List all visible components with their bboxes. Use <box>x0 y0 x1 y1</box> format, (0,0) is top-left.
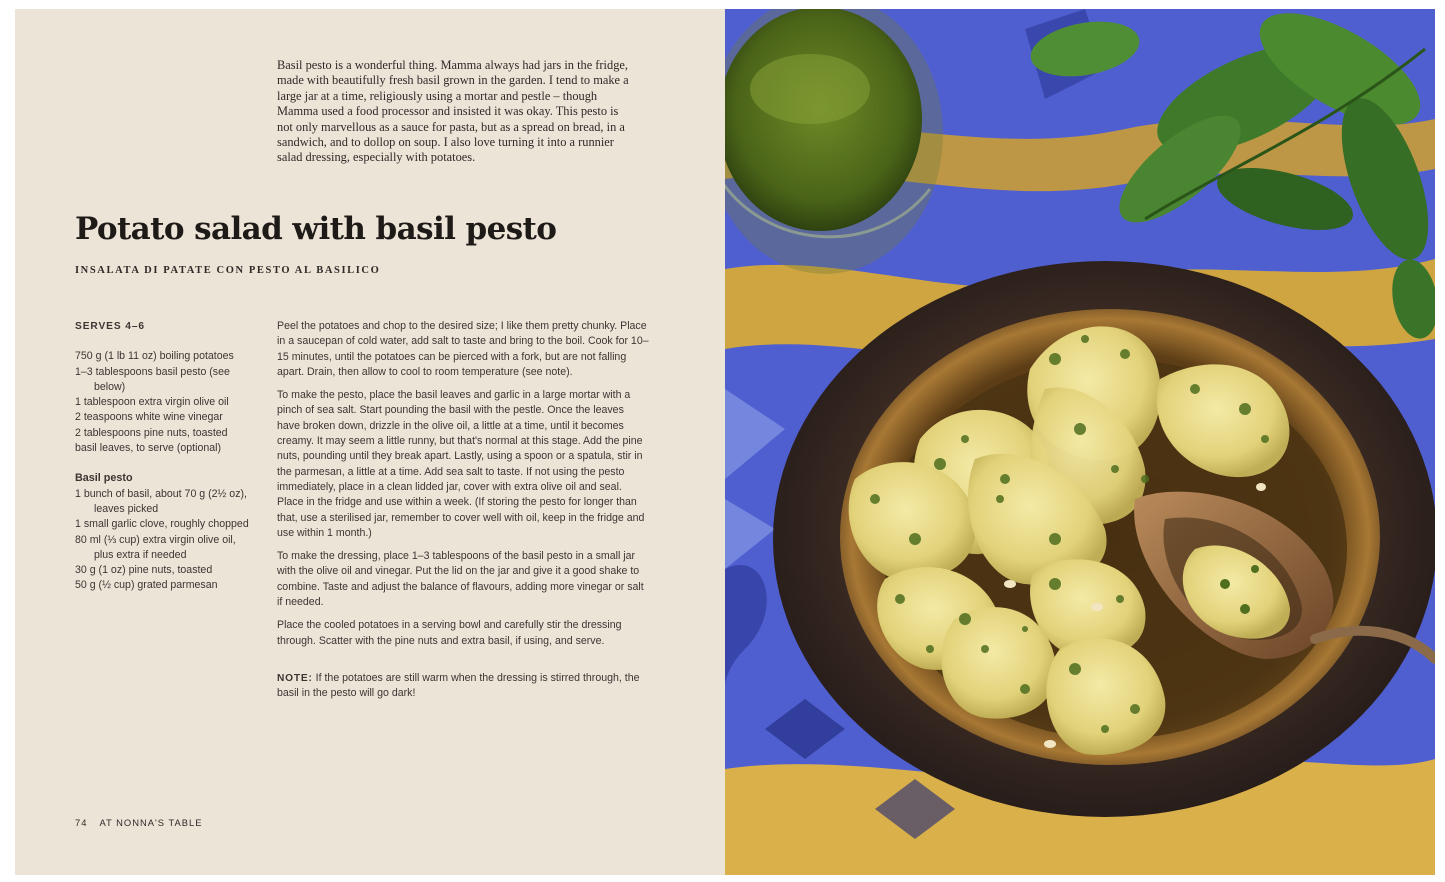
ingredient-item: 750 g (1 lb 11 oz) boiling potatoes <box>75 350 234 363</box>
ingredient-item: 2 tablespoons pine nuts, toasted <box>75 426 228 439</box>
pesto-ingredient-item: 80 ml (⅓ cup) extra virgin olive oil, plus extra if needed <box>75 533 236 561</box>
note-text: If the potatoes are still warm when the dressing is stirred through, the basil in the pesto will go dark! <box>277 671 640 700</box>
method-step: Place the cooled potatoes in a serving bowl and carefully stir the dressing through. Scatter with the pine nuts and extra basil, if using, and serve. <box>277 619 622 647</box>
recipe-photo <box>725 9 1435 875</box>
method-step: To make the pesto, place the basil leaves and garlic in a large mortar with a pinch of sea salt. Start pounding the basil with the pestle. Once the leaves have broken down, drizzle in the olive oil, a little at a time, until it becomes creamy. It may seem a little runny, but that's normal at this stage. Add the pine nuts, pounding until they break apart. Lastly, using a spoon or a spatula, stir in the parmesan, a little at a time. Add sea salt to taste. If not using the pesto immediately, place in a clean lidded jar, cover with extra olive oil and seal. Place in the fridge and use within a week. (If storing the pesto for longer than that, use a sterilised jar, remember to cover well with oil, keep in the fridge and use within 1 month.) <box>277 389 645 539</box>
pesto-ingredient-item: 50 g (½ cup) grated parmesan <box>75 579 218 592</box>
pesto-ingredient-item: 30 g (1 oz) pine nuts, toasted <box>75 564 213 577</box>
pesto-ingredient-item: 1 bunch of basil, about 70 g (2½ oz), leaves picked <box>75 487 247 515</box>
recipe-subtitle: INSALATA DI PATATE CON PESTO AL BASILICO <box>75 265 381 276</box>
serves-label: SERVES 4–6 <box>75 321 145 332</box>
note-label: NOTE: <box>277 672 313 684</box>
left-page <box>15 9 725 875</box>
ingredient-list <box>75 349 250 456</box>
intro-paragraph: Basil pesto is a wonderful thing. Mamma always had jars in the fridge, made with beautifully fresh basil grown in the garden. I tend to make a large jar at a time, religiously using a mortar and pestle – though Mamma used a food processor and insisted it was okay. This pesto is not only marvellous as a sauce for pasta, but as a spread on bread, in a sandwich, and to dollop on soup. I also love turning it into a runnier salad dressing, especially with potatoes. <box>277 58 629 165</box>
ingredient-item: 1–3 tablespoons basil pesto (see below) <box>75 365 230 393</box>
potato-salad-photo <box>725 9 1435 875</box>
pesto-ingredient-list <box>75 487 250 594</box>
recipe-note <box>277 671 649 702</box>
method-step: To make the dressing, place 1–3 tablespoons of the basil pesto in a small jar with the olive oil and vinegar. Put the lid on the jar and give it a good shake to combine. Taste and adjust the balance of flavours, adding more vinegar or salt if needed. <box>277 550 644 609</box>
method-column <box>277 319 649 710</box>
page-footer <box>75 817 203 828</box>
pesto-heading: Basil pesto <box>75 472 133 485</box>
page-number: 74 <box>75 817 88 828</box>
ingredients-column <box>75 319 250 594</box>
running-title: AT NONNA'S TABLE <box>99 817 203 828</box>
pesto-ingredient-item: 1 small garlic clove, roughly chopped <box>75 518 249 531</box>
ingredient-item: 2 teaspoons white wine vinegar <box>75 411 223 424</box>
ingredient-item: 1 tablespoon extra virgin olive oil <box>75 396 229 409</box>
book-spread <box>15 9 1435 875</box>
ingredient-item: basil leaves, to serve (optional) <box>75 442 222 455</box>
method-step: Peel the potatoes and chop to the desired size; I like them pretty chunky. Place in a saucepan of cold water, add salt to taste and bring to the boil. Cook for 10–15 minutes, until the potatoes can be pierced with a fork, but are not falling apart. Drain, then allow to cool to room temperature (see note). <box>277 320 649 378</box>
recipe-title: Potato salad with basil pesto <box>75 211 557 247</box>
